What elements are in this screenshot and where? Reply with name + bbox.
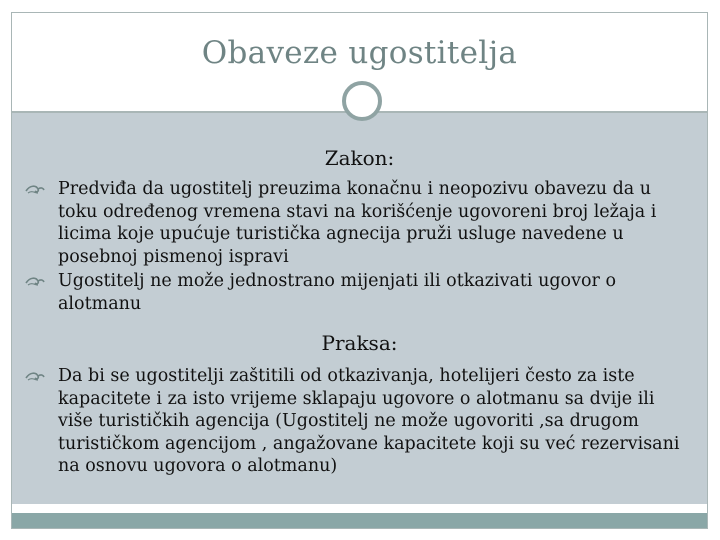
bullet-text: Ugostitelj ne može jednostrano mijenjati ili otkazivati ugovor o alotmanu — [58, 271, 616, 314]
bullet-item — [28, 365, 683, 478]
flourish-bullet-icon — [24, 368, 46, 384]
bullet-item — [28, 178, 683, 268]
section-heading-praksa: Praksa: — [321, 331, 398, 355]
flourish-bullet-icon — [24, 181, 46, 197]
ring-divider-icon — [342, 81, 382, 121]
slide — [11, 12, 708, 529]
bullet-text: Predviđa da ugostitelj preuzima konačnu i neopozivu obavezu da u toku određenog vremena stavi na korišćenje ugovoreni broj ležaja i licima koje upućuje turistička agnecija pruži usluge navedene u posebnoj pismenoj ispravi — [58, 179, 657, 267]
bullet-item — [28, 270, 683, 315]
footer-bar — [12, 513, 707, 528]
content-area — [12, 113, 707, 504]
flourish-bullet-icon — [24, 273, 46, 289]
bullet-text: Da bi se ugostitelji zaštitili od otkazivanja, hotelijeri često za iste kapacitete i za isto vrijeme sklapaju ugovore o alotmanu sa dvije ili više turističkih agencija (Ugostitelj ne može ugovoriti ,sa drugom turističkom agencijom , angažovane kapacitete koji su već rezervisani na osnovu ugovora o alotmanu) — [58, 366, 680, 477]
section-heading-zakon: Zakon: — [324, 146, 395, 170]
slide-title: Obaveze ugostitelja — [201, 35, 518, 71]
